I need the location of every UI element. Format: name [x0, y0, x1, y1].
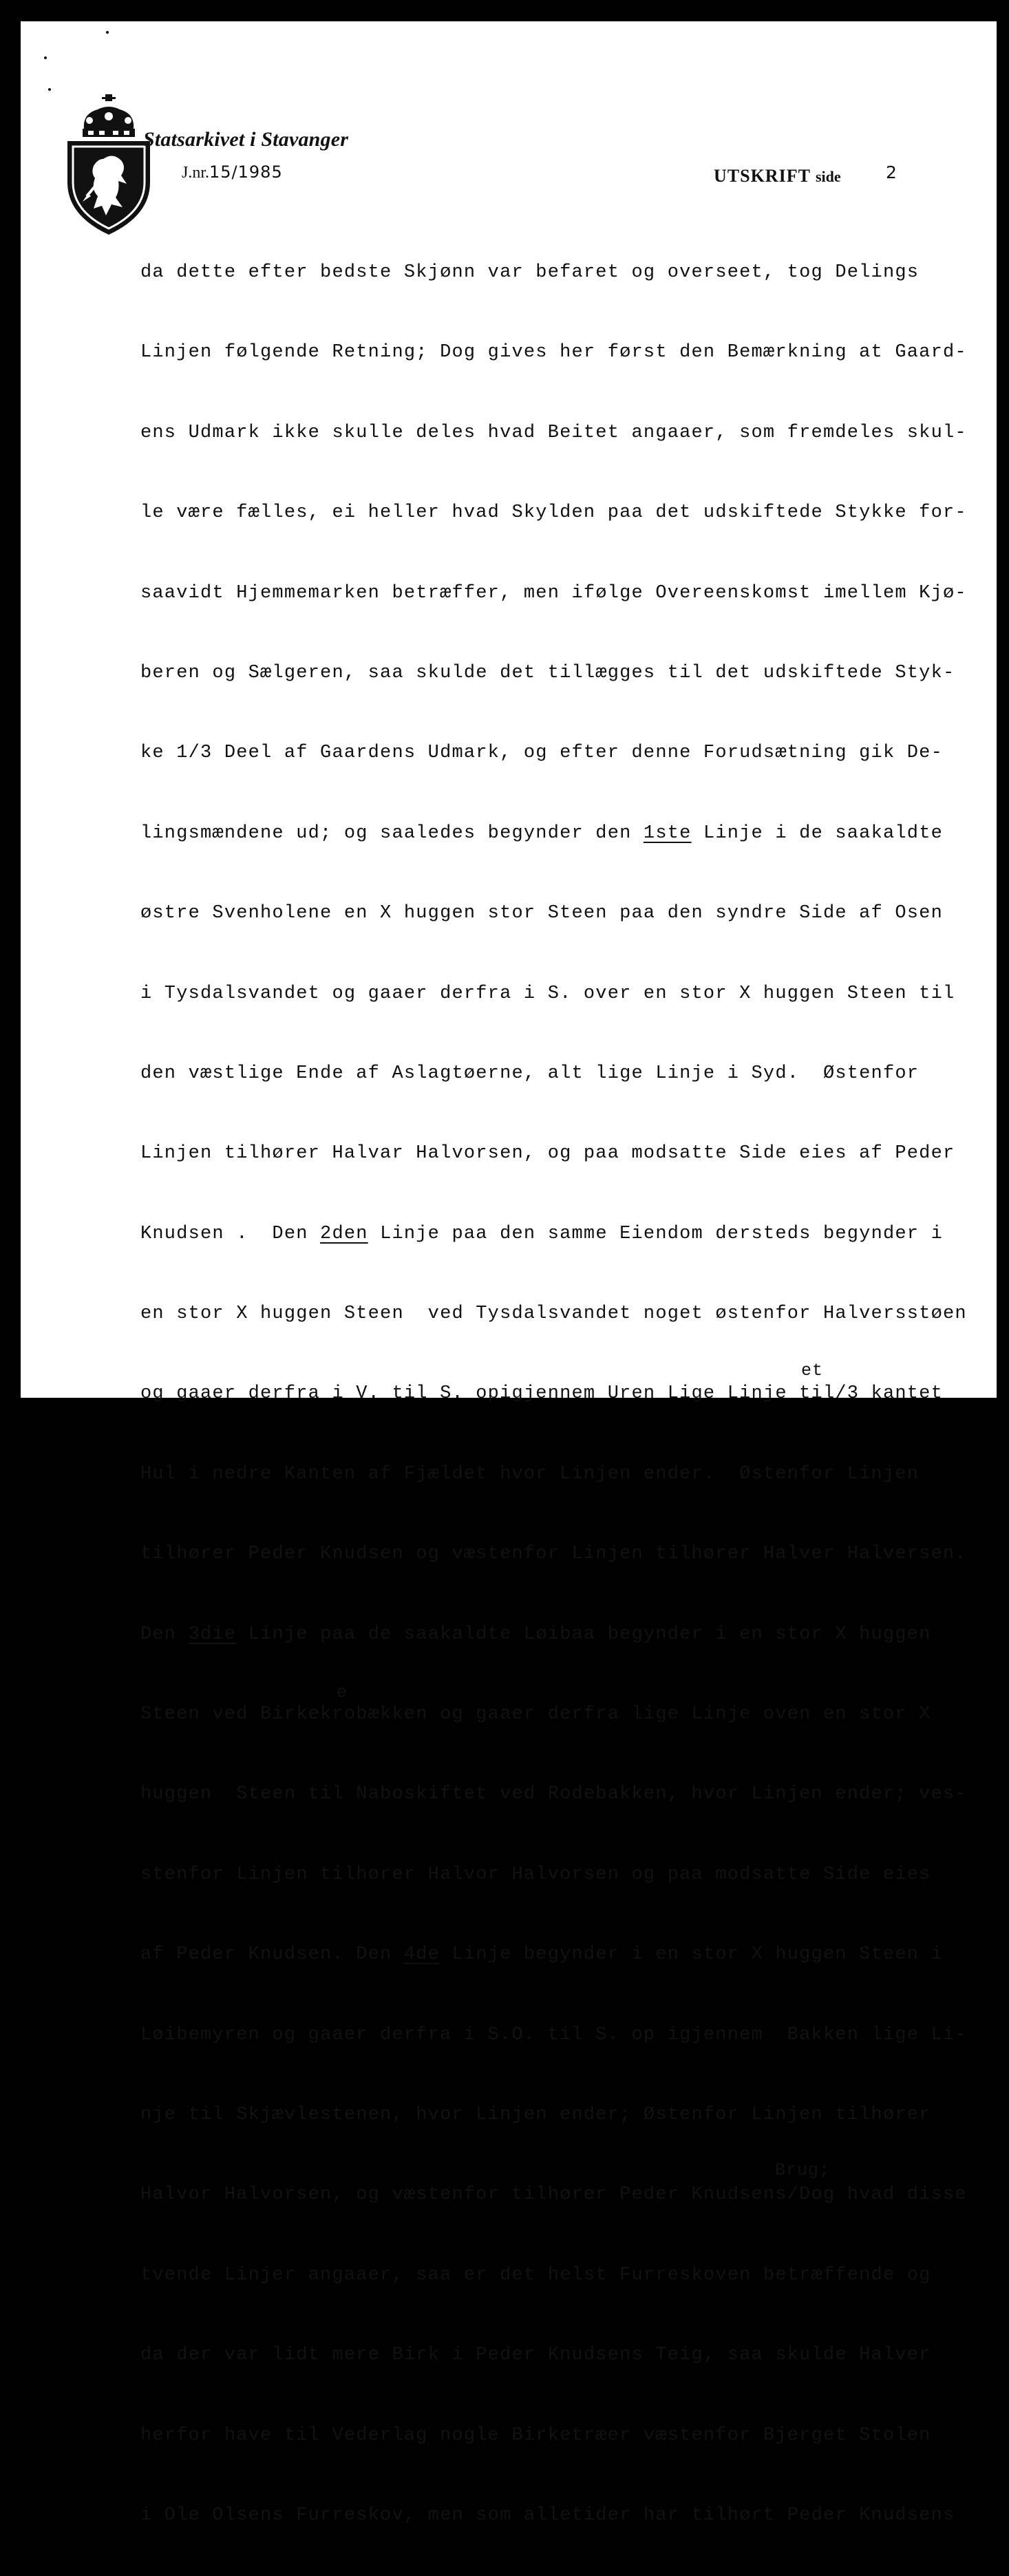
text-line: le være fælles, ei heller hvad Skylden paa det udskiftede Stykke for-: [140, 502, 967, 524]
text-line: Linjen tilhører Halvar Halvorsen, og paa modsatte Side eies af Peder: [140, 1143, 955, 1164]
text-segment: lingsmændene ud; og saaledes begynder den: [140, 822, 644, 844]
text-line: [140, 1215, 994, 1253]
text-line: [140, 1935, 994, 1974]
text-line: [140, 2160, 994, 2214]
text-line: Hul i nedre Kanten af Fjældet hvor Linjen ender. Østenfor Linjen: [140, 1463, 920, 1484]
text-line: [140, 1615, 994, 1654]
text-line: i Ole Olsens Furreskov, men som alletider har tilhørt Peder Knudsens: [140, 2504, 955, 2526]
ordinal-underlined: 1ste: [643, 822, 692, 844]
interlinear-insertion: et: [801, 1361, 824, 1381]
text-line: den væstlige Ende af Aslagtøerne, alt lige Linje i Syd. Østenfor: [140, 1063, 920, 1084]
text-line: i Tysdalsvandet og gaaer derfra i S. over en stor X huggen Steen til: [140, 983, 955, 1004]
scan-dot: [44, 56, 47, 59]
text-line: Løibemyren og gaaer derfra i S.O. til S. op igjennem Bakken lige Li-: [140, 2024, 967, 2045]
ordinal-underlined: 4de: [403, 1944, 440, 1966]
archive-name: Statsarkivet i Stavanger: [143, 128, 349, 151]
text-line: da dette efter bedste Skjønn var befaret og overseet, tog Delings: [140, 262, 920, 283]
text-line: herfor have til Vederlag nogle Birketræer væstenfor Bjerget Stolen: [140, 2425, 931, 2446]
text-line: tilhører Peder Knudsen og væstenfor Linjen tilhører Halver Halversen.: [140, 1544, 967, 1565]
text-segment: Knudsen . Den: [140, 1223, 321, 1244]
transcript-body: [140, 212, 994, 2576]
text-segment: Linje paa de saakaldte Løibaa begynder i en stor X huggen: [236, 1624, 931, 1645]
text-segment: af Peder Knudsen. Den: [140, 1944, 404, 1966]
text-line: huggen Steen til Naboskiftet ved Rodebakken, hvor Linjen ender; ves-: [140, 1784, 967, 1805]
text-line: ke 1/3 Deel af Gaardens Udmark, og efter denne Forudsætning gik De-: [140, 743, 943, 764]
text-line: tvende Linjer angaaer, saa er det helst Furreskoven betræffende og: [140, 2264, 931, 2286]
text-line: østre Svenholene en X huggen stor Steen paa den syndre Side af Osen: [140, 903, 943, 924]
page-number: 2: [886, 162, 897, 182]
journal-number: [182, 162, 283, 182]
text-line: ens Udmark ikke skulle deles hvad Beitet angaaer, som fremdeles skul-: [140, 422, 967, 443]
ordinal-underlined: 3die: [188, 1624, 237, 1645]
side-label: side: [815, 168, 841, 185]
ordinal-underlined: 2den: [320, 1223, 368, 1244]
text-line: nje til Skjævlestenen, hvor Linjen ender; Østenfor Linjen tilhører: [140, 2104, 931, 2125]
utskrift-heading: [714, 166, 841, 187]
text-line: [140, 1683, 994, 1734]
document-page: [21, 21, 997, 2526]
text-line: stenfor Linjen tilhører Halvor Halvorsen og paa modsatte Side eies: [140, 1864, 931, 1885]
interlinear-insertion: Brug;: [775, 2160, 831, 2181]
text-line: beren og Sælgeren, saa skulde det tillægges til det udskiftede Styk-: [140, 662, 955, 683]
text-line: [140, 814, 994, 853]
text-line: Linjen følgende Retning; Dog gives her først den Bemærkning at Gaard-: [140, 342, 967, 363]
text-segment: Steen ved Birkekrobækken og gaaer derfra lige Linje oven en stor X: [140, 1704, 931, 1725]
text-line: [140, 1361, 994, 1413]
scan-dot: [48, 88, 51, 91]
scan-dot: [106, 31, 109, 34]
text-segment: Linje begynder i en stor X huggen Steen i: [440, 1944, 943, 1966]
text-segment: Den: [140, 1624, 189, 1645]
utskrift-label: UTSKRIFT: [714, 166, 811, 186]
text-line: en stor X huggen Steen ved Tysdalsvandet noget østenfor Halversstøen: [140, 1303, 967, 1325]
journal-label: J.nr.: [182, 164, 210, 182]
text-line: saavidt Hjemmemarken betræffer, men ifølge Overeenskomst imellem Kjø-: [140, 582, 967, 604]
text-segment: Linje paa den samme Eiendom dersteds begynder i: [368, 1223, 943, 1244]
text-line: da der var lidt mere Birk i Peder Knudsens Teig, saa skulde Halver: [140, 2345, 931, 2366]
text-segment: og gaaer derfra i V. til S. opigjennem Uren Lige Linje til/3 kantet: [140, 1383, 943, 1405]
text-segment: Linje i de saakaldte: [691, 822, 944, 844]
text-segment: Halvor Halvorsen, og væstenfor tilhører Peder Knudsens/Dog hvad disse: [140, 2184, 967, 2206]
journal-number-value: 15/1985: [209, 162, 283, 182]
interlinear-insertion: e: [337, 1683, 348, 1703]
